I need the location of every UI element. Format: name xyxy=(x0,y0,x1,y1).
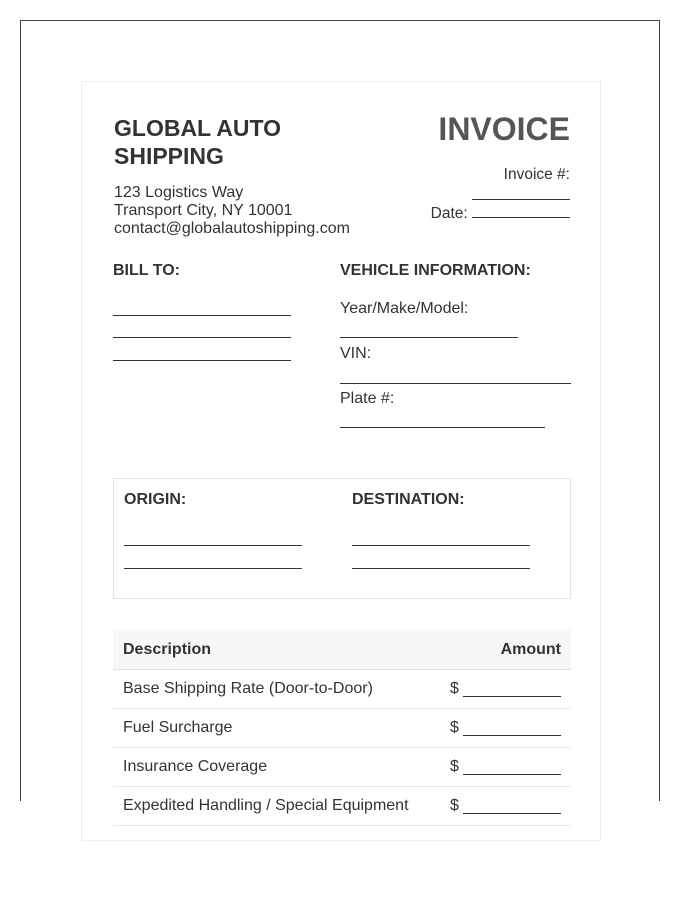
vin-label: VIN: xyxy=(340,345,372,362)
destination-line-1[interactable] xyxy=(352,545,530,546)
origin-line-2[interactable] xyxy=(124,568,302,569)
table-row xyxy=(113,709,571,748)
currency-symbol: $ xyxy=(450,680,459,697)
company-name-line1: GLOBAL AUTO xyxy=(114,115,281,141)
amount-line[interactable] xyxy=(463,774,561,775)
company-name xyxy=(114,114,281,170)
bill-to-heading: BILL TO: xyxy=(113,262,180,279)
document-frame xyxy=(20,20,660,814)
origin-heading: ORIGIN: xyxy=(124,491,187,508)
currency-symbol: $ xyxy=(450,797,459,814)
bill-to-line-1[interactable] xyxy=(113,315,291,316)
amount-line[interactable] xyxy=(463,813,561,814)
table-row xyxy=(113,748,571,787)
currency-symbol: $ xyxy=(450,719,459,736)
table-header xyxy=(113,630,571,670)
destination-heading: DESTINATION: xyxy=(352,491,465,508)
currency-symbol: $ xyxy=(450,758,459,775)
table-row xyxy=(113,787,571,826)
company-name-line2: SHIPPING xyxy=(114,143,224,169)
bill-to-line-3[interactable] xyxy=(113,360,291,361)
description-column-header: Description xyxy=(123,641,212,658)
table-row xyxy=(113,670,571,709)
invoice-date-label: Date: xyxy=(430,205,468,222)
amount-line[interactable] xyxy=(463,696,561,697)
row-description: Fuel Surcharge xyxy=(123,719,233,736)
row-description: Expedited Handling / Special Equipment xyxy=(123,797,409,814)
charges-table xyxy=(113,630,571,826)
plate-label: Plate #: xyxy=(340,390,395,407)
invoice-number-line[interactable] xyxy=(472,199,570,200)
address-line2: Transport City, NY 10001 xyxy=(114,202,293,219)
row-description: Insurance Coverage xyxy=(123,758,268,775)
origin-line-1[interactable] xyxy=(124,545,302,546)
ymm-label: Year/Make/Model: xyxy=(340,300,469,317)
plate-line[interactable] xyxy=(340,427,545,428)
invoice-sheet xyxy=(81,81,601,841)
ymm-line[interactable] xyxy=(340,337,518,338)
address-line1: 123 Logistics Way xyxy=(114,184,244,201)
destination-line-2[interactable] xyxy=(352,568,530,569)
vehicle-heading: VEHICLE INFORMATION: xyxy=(340,262,531,279)
amount-column-header: Amount xyxy=(500,641,561,658)
company-address xyxy=(114,184,350,238)
vin-line[interactable] xyxy=(340,383,571,384)
bill-to-line-2[interactable] xyxy=(113,337,291,338)
invoice-date xyxy=(431,203,570,223)
invoice-title: INVOICE xyxy=(438,111,570,147)
invoice-date-line[interactable] xyxy=(472,203,570,218)
amount-line[interactable] xyxy=(463,735,561,736)
invoice-number-label: Invoice #: xyxy=(503,166,570,183)
row-description: Base Shipping Rate (Door-to-Door) xyxy=(123,680,373,697)
company-email: contact@globalautoshipping.com xyxy=(114,220,350,237)
route-box xyxy=(113,478,571,599)
